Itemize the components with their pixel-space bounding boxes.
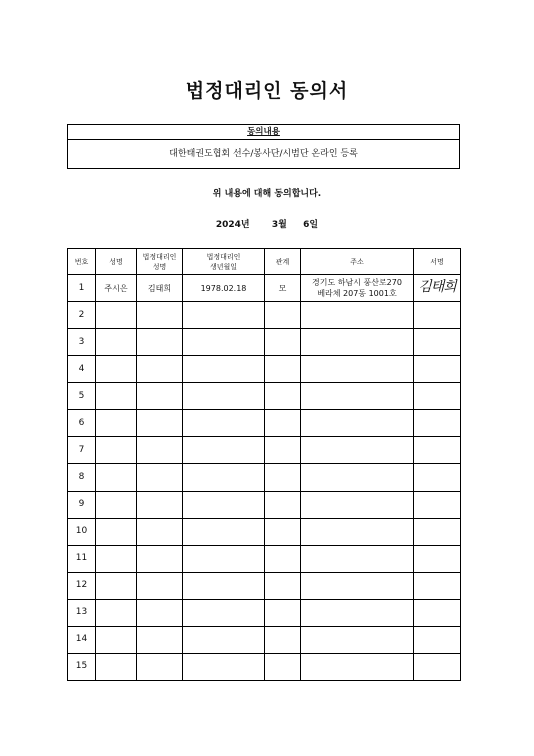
row-guardian-name	[137, 572, 183, 599]
header-guardian-birth-line2: 생년월일	[209, 262, 238, 271]
agreement-statement: 위 내용에 대해 동의합니다.	[212, 189, 322, 199]
row-relation	[265, 437, 301, 464]
row-guardian-name	[137, 329, 183, 356]
row-name	[96, 653, 137, 680]
row-guardian-birth	[183, 599, 265, 626]
row-no: 7	[68, 437, 96, 464]
row-no: 14	[68, 626, 96, 653]
row-no: 8	[68, 464, 96, 491]
row-signature	[414, 599, 461, 626]
row-signature	[414, 518, 461, 545]
row-address-line1: 경기도 하남시 풍산로270	[312, 278, 402, 288]
table-row	[68, 437, 461, 464]
row-name	[96, 491, 137, 518]
header-no: 번호	[68, 249, 96, 275]
row-no: 6	[68, 410, 96, 437]
header-guardian-name-line1: 법정대리인	[142, 252, 177, 261]
row-relation	[265, 599, 301, 626]
table-row	[68, 545, 461, 572]
row-guardian-birth	[183, 383, 265, 410]
row-signature	[414, 302, 461, 329]
row-address	[301, 545, 414, 572]
row-relation	[265, 626, 301, 653]
row-guardian-name	[137, 410, 183, 437]
row-guardian-name	[137, 491, 183, 518]
row-name	[96, 518, 137, 545]
table-row	[68, 653, 461, 680]
consent-header-label: 동의내용	[247, 127, 280, 137]
row-signature	[414, 356, 461, 383]
row-signature	[414, 329, 461, 356]
row-guardian-name	[137, 302, 183, 329]
row-guardian-birth	[183, 464, 265, 491]
guardian-table	[67, 248, 461, 681]
row-guardian-name	[137, 626, 183, 653]
row-no: 10	[68, 518, 96, 545]
header-guardian-birth-line1: 법정대리인	[206, 252, 241, 261]
table-row	[68, 302, 461, 329]
table-row	[68, 356, 461, 383]
consent-text: 대한태권도협회 선수/봉사단/시범단 온라인 등록	[169, 149, 358, 159]
consent-header	[68, 125, 459, 140]
row-name	[96, 599, 137, 626]
table-row	[68, 329, 461, 356]
table-row	[68, 518, 461, 545]
row-signature	[414, 545, 461, 572]
row-address	[301, 383, 414, 410]
row-address	[301, 491, 414, 518]
row-signature	[414, 275, 461, 302]
row-guardian-name	[137, 437, 183, 464]
row-relation	[265, 410, 301, 437]
table-row	[68, 572, 461, 599]
row-guardian-name	[137, 464, 183, 491]
row-address	[301, 437, 414, 464]
header-relation: 관계	[265, 249, 301, 275]
row-name: 주시은	[96, 275, 137, 302]
row-name	[96, 410, 137, 437]
row-no: 9	[68, 491, 96, 518]
row-relation	[265, 302, 301, 329]
row-signature	[414, 653, 461, 680]
row-name	[96, 437, 137, 464]
row-address	[301, 518, 414, 545]
row-address	[301, 410, 414, 437]
row-name	[96, 383, 137, 410]
table-row	[68, 383, 461, 410]
row-no: 2	[68, 302, 96, 329]
row-relation	[265, 383, 301, 410]
row-no: 3	[68, 329, 96, 356]
header-guardian-name-line2: 성명	[152, 262, 167, 271]
table-row	[68, 275, 461, 302]
row-guardian-birth	[183, 356, 265, 383]
date-month: 3월	[271, 220, 287, 230]
row-signature	[414, 491, 461, 518]
row-signature	[414, 626, 461, 653]
row-address	[301, 653, 414, 680]
row-guardian-name	[137, 518, 183, 545]
row-address	[301, 626, 414, 653]
table-header-row	[68, 249, 461, 275]
row-guardian-name	[137, 599, 183, 626]
signing-date	[0, 217, 534, 230]
row-guardian-birth	[183, 302, 265, 329]
row-relation	[265, 464, 301, 491]
row-signature	[414, 464, 461, 491]
row-guardian-name	[137, 356, 183, 383]
row-relation	[265, 356, 301, 383]
row-guardian-birth	[183, 491, 265, 518]
row-guardian-birth	[183, 329, 265, 356]
row-guardian-birth	[183, 626, 265, 653]
row-guardian-birth	[183, 545, 265, 572]
row-signature	[414, 437, 461, 464]
row-guardian-name	[137, 653, 183, 680]
row-no: 12	[68, 572, 96, 599]
table-row	[68, 626, 461, 653]
row-signature	[414, 383, 461, 410]
table-row	[68, 464, 461, 491]
row-no: 1	[68, 275, 96, 302]
row-address	[301, 464, 414, 491]
row-name	[96, 329, 137, 356]
row-name	[96, 464, 137, 491]
row-name	[96, 356, 137, 383]
row-relation	[265, 572, 301, 599]
header-guardian-name	[137, 249, 183, 275]
row-guardian-birth	[183, 518, 265, 545]
row-name	[96, 545, 137, 572]
table-row	[68, 410, 461, 437]
row-address	[301, 275, 414, 302]
row-name	[96, 302, 137, 329]
row-guardian-birth: 1978.02.18	[183, 275, 265, 302]
table-row	[68, 491, 461, 518]
row-guardian-birth	[183, 653, 265, 680]
row-no: 11	[68, 545, 96, 572]
row-guardian-birth	[183, 410, 265, 437]
row-name	[96, 626, 137, 653]
row-address	[301, 329, 414, 356]
row-signature	[414, 572, 461, 599]
row-address	[301, 302, 414, 329]
row-relation	[265, 491, 301, 518]
row-relation	[265, 653, 301, 680]
row-address	[301, 572, 414, 599]
row-address	[301, 599, 414, 626]
row-no: 13	[68, 599, 96, 626]
header-signature: 서명	[414, 249, 461, 275]
date-day: 6일	[303, 220, 319, 230]
date-year: 2024년	[215, 220, 250, 230]
row-guardian-name	[137, 383, 183, 410]
row-guardian-birth	[183, 572, 265, 599]
row-no: 5	[68, 383, 96, 410]
header-name: 성명	[96, 249, 137, 275]
row-no: 15	[68, 653, 96, 680]
row-no: 4	[68, 356, 96, 383]
table-row	[68, 599, 461, 626]
row-relation	[265, 329, 301, 356]
header-address: 주소	[301, 249, 414, 275]
row-relation: 모	[265, 275, 301, 302]
consent-box	[67, 124, 460, 169]
row-relation	[265, 545, 301, 572]
row-relation	[265, 518, 301, 545]
document-title: 법정대리인 동의서	[185, 80, 349, 102]
row-guardian-name	[137, 545, 183, 572]
handwritten-signature: 김태희	[418, 279, 456, 296]
row-guardian-name: 김태희	[137, 275, 183, 302]
row-name	[96, 572, 137, 599]
row-guardian-birth	[183, 437, 265, 464]
row-address-line2: 베라체 207동 1001호	[317, 289, 397, 299]
row-address	[301, 356, 414, 383]
header-guardian-birth	[183, 249, 265, 275]
row-signature	[414, 410, 461, 437]
